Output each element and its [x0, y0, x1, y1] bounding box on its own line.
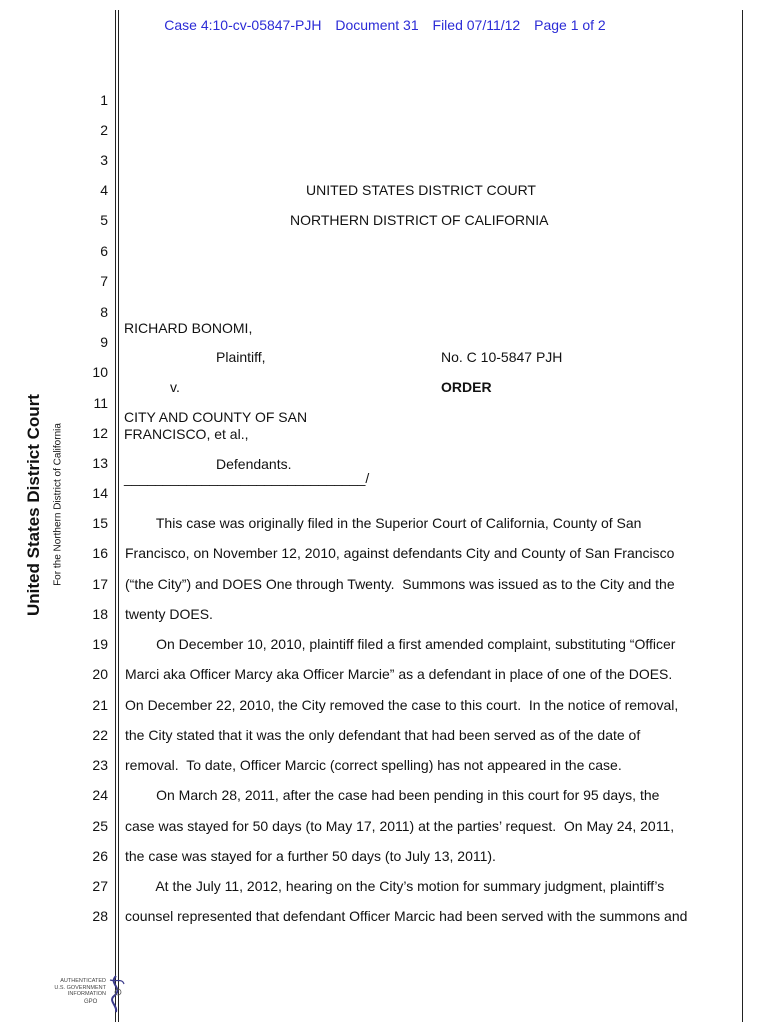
line-number: 17	[92, 576, 108, 592]
line-number: 18	[92, 606, 108, 622]
line-number: 27	[92, 878, 108, 894]
line-number: 5	[100, 212, 108, 228]
body-line: Francisco, on November 12, 2010, against defendants City and County of San Francisco	[125, 545, 675, 561]
court-title: UNITED STATES DISTRICT COURT	[306, 182, 536, 198]
order-title: ORDER	[441, 379, 492, 395]
line-number: 14	[92, 485, 108, 501]
line-number: 6	[100, 243, 108, 259]
line-number: 13	[92, 455, 108, 471]
line-number: 23	[92, 757, 108, 773]
body-line: the case was stayed for a further 50 days (to July 13, 2011).	[125, 848, 496, 864]
line-number: 1	[100, 92, 108, 108]
left-rule-outer	[115, 10, 116, 1022]
left-rule-inner	[118, 10, 119, 1022]
body-line: counsel represented that defendant Officer Marcic had been served with the summons and	[125, 908, 688, 924]
defendant-role: Defendants.	[216, 456, 292, 472]
eagle-icon	[104, 974, 128, 1014]
line-number: 11	[93, 395, 108, 411]
right-rule	[742, 10, 743, 1022]
line-number: 21	[92, 697, 108, 713]
body-line: the City stated that it was the only defendant that had been served as of the date of	[125, 727, 641, 743]
body-line: Marci aka Officer Marcy aka Officer Marcie” as a defendant in place of one of the DOES.	[125, 666, 673, 682]
gpo-label: GPO	[84, 999, 98, 1005]
versus: v.	[170, 379, 180, 395]
court-district: NORTHERN DISTRICT OF CALIFORNIA	[290, 212, 549, 228]
body-line: (“the City”) and DOES One through Twenty. Summons was issued as to the City and the	[125, 576, 675, 592]
defendant-name-line1: CITY AND COUNTY OF SAN	[124, 409, 308, 425]
line-number: 12	[92, 425, 108, 441]
body-line: twenty DOES.	[125, 606, 213, 622]
line-number: 19	[92, 636, 108, 652]
caption-separator: _______________________________/	[124, 470, 370, 486]
plaintiff-name: RICHARD BONOMI,	[124, 320, 253, 336]
page-indicator: Page 1 of 2	[534, 17, 606, 33]
document-number: Document 31	[335, 17, 419, 33]
line-number: 25	[92, 818, 108, 834]
line-number: 15	[92, 515, 108, 531]
line-number: 28	[92, 908, 108, 924]
line-number: 3	[100, 152, 108, 168]
line-number: 16	[92, 545, 108, 561]
body-line: At the July 11, 2012, hearing on the City’s motion for summary judgment, plaintiff’s	[125, 878, 665, 894]
court-name-vertical: United States District Court	[24, 394, 43, 616]
line-number: 9	[100, 334, 108, 350]
filed-date: Filed 07/11/12	[432, 17, 521, 33]
line-number: 22	[92, 727, 108, 743]
defendant-name-line2: FRANCISCO, et al.,	[124, 426, 249, 442]
district-name-vertical: For the Northern District of California	[52, 423, 64, 586]
body-line: On December 10, 2010, plaintiff filed a first amended complaint, substituting “Officer	[125, 636, 676, 652]
line-number: 2	[100, 122, 108, 138]
body-line: This case was originally filed in the Superior Court of California, County of San	[125, 515, 642, 531]
line-number: 4	[100, 182, 108, 198]
body-line: On March 28, 2011, after the case had been pending in this court for 95 days, the	[125, 787, 660, 803]
line-number: 24	[92, 787, 108, 803]
body-line: case was stayed for 50 days (to May 17, 2011) at the parties’ request. On May 24, 2011,	[125, 818, 675, 834]
body-line: removal. To date, Officer Marcic (correct spelling) has not appeared in the case.	[125, 757, 622, 773]
line-number: 20	[92, 666, 108, 682]
plaintiff-role: Plaintiff,	[216, 349, 266, 365]
seal-text: AUTHENTICATED U.S. GOVERNMENT INFORMATION	[54, 978, 106, 997]
case-number: Case 4:10-cv-05847-PJH	[164, 17, 322, 33]
gpo-seal	[44, 974, 128, 1014]
line-number: 26	[92, 848, 108, 864]
case-number-caption: No. C 10-5847 PJH	[441, 349, 563, 365]
body-line: On December 22, 2010, the City removed the case to this court. In the notice of removal,	[125, 697, 679, 713]
line-number: 8	[100, 304, 108, 320]
line-number: 7	[100, 273, 108, 289]
line-number: 10	[92, 364, 108, 380]
